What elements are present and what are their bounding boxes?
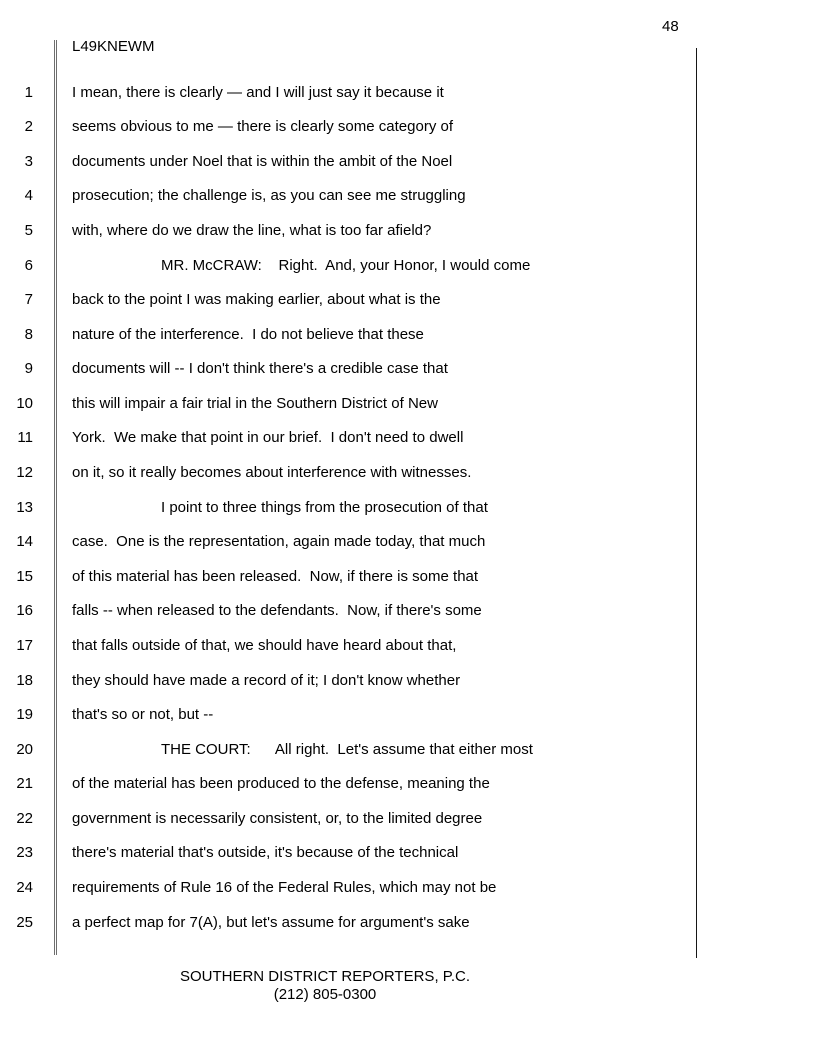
line-number: 14 [16, 533, 33, 551]
transcript-body [0, 76, 790, 940]
line-number: 10 [16, 394, 33, 412]
transcript-line [0, 352, 790, 387]
line-number: 3 [24, 152, 33, 170]
line-number: 15 [16, 567, 33, 585]
transcript-line [0, 767, 790, 802]
line-text: government is necessarily consistent, or, to the limited degree [72, 809, 483, 827]
line-text: documents under Noel that is within the ambit of the Noel [72, 152, 453, 170]
line-text: MR. McCRAW: Right. And, your Honor, I would come [161, 256, 531, 274]
line-text: requirements of Rule 16 of the Federal Rules, which may not be [72, 878, 497, 896]
transcript-line [0, 491, 790, 526]
line-number: 21 [16, 775, 33, 793]
transcript-line [0, 387, 790, 422]
transcript-line [0, 456, 790, 491]
transcript-line [0, 249, 790, 284]
transcript-line [0, 733, 790, 768]
line-text: I point to three things from the prosecution of that [161, 498, 488, 516]
line-text: they should have made a record of it; I don't know whether [72, 671, 461, 689]
reporter-phone: (212) 805-0300 [273, 986, 377, 1003]
line-number: 9 [24, 360, 33, 378]
line-number: 19 [16, 706, 33, 724]
line-number: 4 [24, 187, 33, 205]
line-number: 20 [16, 740, 33, 758]
line-text: this will impair a fair trial in the Southern District of New [72, 394, 438, 412]
line-number: 16 [16, 602, 33, 620]
line-number: 6 [24, 256, 33, 274]
transcript-line [0, 110, 790, 145]
line-number: 24 [16, 878, 33, 896]
line-number: 5 [24, 222, 33, 239]
line-number: 1 [24, 83, 33, 101]
line-text: prosecution; the challenge is, as you can see me struggling [72, 187, 466, 205]
line-number: 7 [24, 291, 33, 309]
line-text: of the material has been produced to the defense, meaning the [72, 775, 490, 793]
transcript-line [0, 836, 790, 871]
transcript-line [0, 664, 790, 699]
transcript-line [0, 76, 790, 111]
line-number: 18 [16, 671, 33, 689]
transcript-line [0, 906, 790, 941]
line-text: that's so or not, but -- [72, 706, 214, 724]
transcript-line [0, 871, 790, 906]
line-number: 17 [16, 636, 33, 654]
line-number: 25 [16, 913, 33, 931]
line-text: documents will -- I don't think there's a credible case that [72, 360, 448, 378]
line-text: there's material that's outside, it's because of the technical [72, 844, 459, 862]
line-text: York. We make that point in our brief. I don't need to dwell [72, 429, 464, 447]
line-text: that falls outside of that, we should have heard about that, [72, 636, 457, 654]
transcript-line [0, 283, 790, 318]
line-text: I mean, there is clearly — and I will just say it because it [72, 83, 444, 101]
reporter-name: SOUTHERN DISTRICT REPORTERS, P.C. [179, 968, 471, 985]
transcript-line [0, 145, 790, 180]
reporter-footer [0, 968, 650, 1004]
line-text: nature of the interference. I do not believe that these [72, 325, 424, 343]
page-number: 48 [662, 18, 679, 35]
line-number: 11 [17, 429, 33, 447]
transcript-header-id: L49KNEWM [72, 38, 155, 55]
line-text: case. One is the representation, again made today, that much [72, 533, 486, 551]
line-number: 2 [24, 118, 33, 136]
line-text: THE COURT: All right. Let's assume that either most [161, 740, 533, 758]
line-number: 23 [16, 844, 33, 862]
line-text: falls -- when released to the defendants. Now, if there's some [72, 602, 482, 620]
line-number: 8 [24, 325, 33, 343]
transcript-line [0, 525, 790, 560]
transcript-line [0, 179, 790, 214]
transcript-line [0, 698, 790, 733]
line-text: with, where do we draw the line, what is too far afield? [72, 222, 432, 239]
line-text: a perfect map for 7(A), but let's assume for argument's sake [72, 913, 470, 931]
line-number: 12 [16, 464, 33, 482]
transcript-line [0, 560, 790, 595]
transcript-line [0, 214, 790, 249]
line-text: of this material has been released. Now, if there is some that [72, 567, 479, 585]
transcript-line [0, 421, 790, 456]
transcript-line [0, 802, 790, 837]
transcript-line [0, 629, 790, 664]
line-number: 13 [16, 498, 33, 516]
line-text: back to the point I was making earlier, about what is the [72, 291, 441, 309]
line-text: on it, so it really becomes about interference with witnesses. [72, 464, 472, 482]
transcript-line [0, 318, 790, 353]
line-text: seems obvious to me — there is clearly some category of [72, 118, 453, 136]
transcript-line [0, 594, 790, 629]
line-number: 22 [16, 809, 33, 827]
